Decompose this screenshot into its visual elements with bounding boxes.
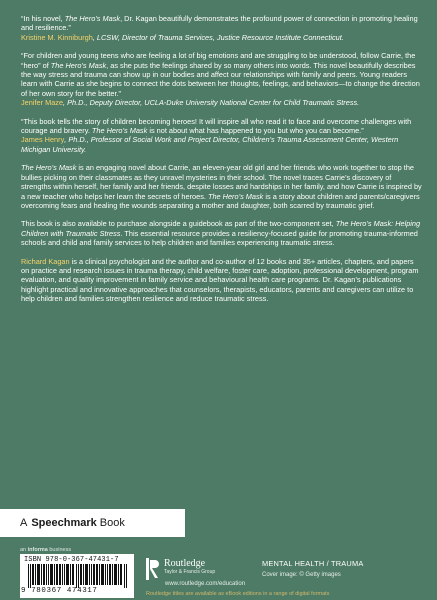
informa-prefix: an [20,547,28,553]
quote-text-pre: “In his novel, [21,14,65,23]
quote-attribution [21,98,423,107]
back-cover-text [21,14,423,313]
barcode-icon [28,564,128,588]
subject-category: MENTAL HEALTH / TRAUMA [262,559,364,568]
ebook-note: Routledge titles are available as eBook editions in a range of digital formats [146,591,330,597]
routledge-r-icon [146,558,160,580]
isbn-barcode [20,554,134,598]
routledge-logo [146,558,215,580]
quote-kinniburgh [21,14,423,42]
quote-attribution [21,33,423,42]
quote-author-role: , Ph.D., Professor of Social Work and Project Director, Children’s Trauma Assessment Center, Western Michigan University. [21,135,399,154]
quote-text-pre: “This book tells the story of children becoming heroes! It will inspire all who read it to face and overcome challenges with courage and bravery. [21,116,412,136]
quote-text-post: , Dr. Kagan beautifully demonstrates the profound power of connection in promoting healing and resilience.” [21,14,418,33]
author-bio-text: is a clinical psychologist and the author and co-author of 12 books and 35+ articles, chapters, and papers on practice and research issues in trauma therapy, child welfare, foster care, adoption, professional development, program evaluation, and quality improvement in family service and behavioural health care programs. Dr. Kagan’s publications highlight practical and innovative approaches that counselors, therapists, educators, parents and caregivers can utilize to help children and families strengthen resilience and reduce traumatic stress. [21,256,419,304]
imprint-brand: Speechmark [31,517,97,529]
quote-book-title: The Hero’s Mask [64,14,121,23]
speechmark-imprint-banner [0,509,185,537]
description-text: is a story about children and parents/caregivers overcoming fears and healing the wounds separating a mother and daughter, both scarred by traumatic grief. [21,191,420,210]
imprint-book: Book [99,517,125,529]
quote-maze [21,51,423,107]
quote-text-pre: “For children and young teens who are feeling a lot of big emotions and are struggling to be understood, follow Carrie, the “hero” of [21,51,416,70]
quote-text-post: is not about what has happened to you but who you can become.” [147,126,364,136]
book-description [21,163,423,210]
quote-author-role: , Ph.D., Deputy Director, UCLA-Duke University National Center for Child Traumatic Stress. [63,98,360,108]
quote-text-post: , as she puts the feelings shared by so many others into words. This novel beautifully describes the way stress and trauma can show up in our bodies and affect our relationships with family and peers. Young readers learn with Carrie as she begins to connect the dots between her thoughts, feelings, and behaviors—to change the direction of her own story for the better.” [21,60,420,98]
informa-suffix: business [47,547,72,553]
quote-attribution [21,135,423,154]
description-text: is an engaging novel about Carrie, an eleven-year old girl and her friends who work together to stop the bullies picking on their classmates as they unravel mysteries in their school. The novel traces Carrie’s discovery of strengths within herself, her family and her friends, despite losses and hardships in her family, and how Carrie is inspired by a new teacher who helps her learn the secrets of heroes. [21,163,422,201]
author-bio [21,257,423,304]
imprint-article: A [20,517,28,529]
publisher-url: www.routledge.com/education [165,581,246,587]
informa-business-label [20,547,71,553]
quote-book-title: The Hero’s Mask [50,60,107,70]
quote-henry [21,117,423,155]
publisher-name: Routledge [164,558,206,569]
description-book-title: The Hero’s Mask [207,191,264,201]
quote-author-name: Kristine M. Kinniburgh [21,32,93,42]
guidebook-note [21,219,423,247]
isbn-number: ISBN 978-0-367-47431-7 [24,556,119,564]
quote-author-role: , LCSW, Director of Trauma Services, Justice Resource Institute Connecticut. [92,32,344,42]
cover-image-credit: Cover image: © Getty images [262,572,341,578]
description-book-title: The Hero’s Mask [21,163,77,173]
guidebook-title: The Hero’s Mask: Helping Children with Traumatic Stress [21,219,421,238]
quote-author-name: Jenifer Maze [21,98,64,108]
barcode-digits: 9 780367 474317 [21,587,98,595]
author-name: Richard Kagan [21,256,70,266]
quote-author-name: James Henry [21,135,65,145]
quote-book-title: The Hero’s Mask [91,126,148,136]
publisher-subtitle: Taylor & Francis Group [164,569,216,575]
guidebook-text: This book is also available to purchase alongside a guidebook as part of the two-component set, [21,219,336,229]
informa-brand: informa [27,547,48,553]
guidebook-text: . This essential resource provides a resiliency-focused guide for promoting trauma-informed schools and child and family services to help children and families experiencing traumatic stress. [21,228,418,248]
